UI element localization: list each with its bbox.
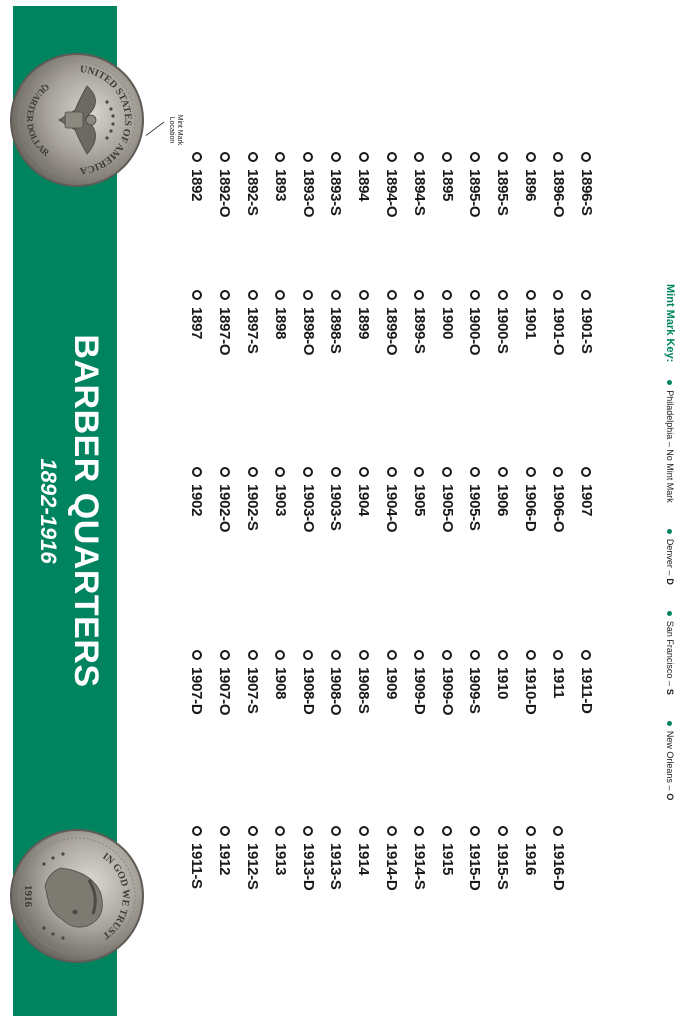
bullet-icon [668,529,673,534]
checklist-entry[interactable] [187,467,207,516]
checkbox-circle[interactable] [553,650,563,660]
checkbox-circle[interactable] [553,467,563,477]
checkbox-circle[interactable] [331,152,341,162]
checkbox-circle[interactable] [581,152,591,162]
checklist-entry-label: 1916 [522,843,540,876]
checklist-entry[interactable] [409,290,429,354]
mint-mark-key [663,284,677,826]
checklist-entry[interactable] [326,467,346,531]
checklist-entry[interactable] [270,467,290,516]
checkbox-circle[interactable] [442,152,452,162]
checklist-entry[interactable] [215,467,235,532]
checklist-entry[interactable] [521,290,541,339]
checkbox-circle[interactable] [470,467,480,477]
checklist-entry[interactable] [270,650,290,699]
checklist-entry-label: 1901 [522,307,540,340]
mint-mark-key-title: Mint Mark Key: [664,284,676,363]
checklist-entry-label: 1896 [522,169,540,202]
checklist-entry[interactable] [354,152,374,201]
checklist-entry[interactable] [548,290,568,355]
checklist-entry-label: 1895-O [466,169,484,218]
bullet-icon [668,380,673,385]
checklist-entry[interactable] [243,290,263,354]
checkbox-circle[interactable] [387,152,397,162]
checklist-entry[interactable] [409,152,429,216]
checklist-entry-label: 1902-O [216,484,234,533]
checklist-entry-label: 1892-O [216,169,234,218]
checklist-entry-label: 1902 [188,484,206,517]
checklist-entry-label: 1913-D [299,843,317,891]
checklist-entry[interactable] [493,650,513,699]
coin-obverse-legend: IN GOD WE TRUST [100,850,132,941]
checklist-entry[interactable] [215,826,235,875]
checklist-entry[interactable] [270,152,290,201]
checklist-entry[interactable] [409,650,429,714]
checklist-entry[interactable] [354,650,374,714]
checklist-entry-label: 1892 [188,169,206,202]
checklist-entry-label: 1916-D [549,843,567,891]
mint-key-san-francisco-label: San Francisco – [665,620,675,686]
checklist-entry[interactable] [548,467,568,532]
checklist-entry[interactable] [576,152,596,216]
coin-reverse-denomination: QUARTER DOLLAR [24,81,52,159]
checklist-entry[interactable] [382,152,402,217]
checkbox-circle[interactable] [526,467,536,477]
checklist-entry[interactable] [548,650,568,698]
checkbox-circle[interactable] [387,467,397,477]
checkbox-circle[interactable] [387,826,397,836]
checklist-entry[interactable] [409,467,429,516]
checkbox-circle[interactable] [303,152,313,162]
checklist-entry[interactable] [465,152,485,217]
date-range: 1892-1916 [36,458,61,564]
checklist-entry[interactable] [187,152,207,201]
checklist-entry-label: 1914 [355,843,373,876]
checkbox-circle[interactable] [359,826,369,836]
checklist-entry-label: 1906 [494,484,512,517]
checklist-entry-label: 1911 [549,667,567,699]
checkbox-circle[interactable] [414,650,424,660]
checklist-entry[interactable] [187,826,207,889]
checklist-entry-label: 1909-D [410,667,428,715]
checkbox-circle[interactable] [387,290,397,300]
page-title: BARBER QUARTERS [67,334,105,688]
checkbox-circle[interactable] [553,152,563,162]
checklist-entry[interactable] [576,290,596,354]
checklist-entry-label: 1904-O [383,484,401,533]
mint-key-denver-label: Denver – [665,538,675,576]
mint-mark-location-label: Mint Mark Location [168,114,183,146]
checklist-entry[interactable] [298,826,318,890]
checklist-entry-label: 1896-S [577,169,595,216]
checkbox-circle[interactable] [498,467,508,477]
checklist-entry-label: 1906-O [549,484,567,533]
checklist-entry-label: 1909 [383,667,401,700]
checklist-entry-label: 1898 [271,307,289,340]
checkbox-circle[interactable] [498,826,508,836]
checklist-entry[interactable] [493,152,513,216]
checklist-entry-label: 1908-S [355,667,373,714]
checklist-entry[interactable] [437,826,457,875]
mint-key-philadelphia [665,380,675,503]
checklist-entry[interactable] [187,290,207,339]
checkbox-circle[interactable] [553,290,563,300]
checklist-entry-label: 1900-S [494,307,512,354]
checkbox-circle[interactable] [275,152,285,162]
checklist-entry-label: 1898-O [299,307,317,356]
checklist-entry-label: 1902-S [244,484,262,531]
checkbox-circle[interactable] [359,290,369,300]
checklist-entry[interactable] [215,650,235,715]
checkbox-circle[interactable] [442,290,452,300]
checkbox-circle[interactable] [387,650,397,660]
checkbox-circle[interactable] [359,152,369,162]
checklist-entry-label: 1907 [577,484,595,517]
checkbox-circle[interactable] [303,826,313,836]
checklist-entry-label: 1906-D [522,484,540,532]
checklist-entry[interactable] [521,650,541,714]
checklist-entry[interactable] [298,152,318,217]
checkbox-circle[interactable] [526,152,536,162]
checkbox-circle[interactable] [553,826,563,836]
checkbox-circle[interactable] [414,290,424,300]
checklist-entry[interactable] [521,152,541,201]
checklist-entry-label: 1913 [271,843,289,876]
checkbox-circle[interactable] [248,290,258,300]
checkbox-circle[interactable] [248,152,258,162]
checklist-entry[interactable] [382,290,402,355]
checklist-entry[interactable] [326,152,346,216]
checklist-entry[interactable] [437,290,457,339]
checkbox-circle[interactable] [248,467,258,477]
checkbox-circle[interactable] [303,290,313,300]
checklist-entry-label: 1897 [188,307,206,340]
checklist-entry[interactable] [548,826,568,890]
checklist-entry-label: 1893-O [299,169,317,218]
checklist-entry[interactable] [576,650,596,714]
coin-obverse-date: 1916 [22,885,34,907]
checklist-entry-label: 1901-O [549,307,567,356]
checklist-entry[interactable] [243,826,263,890]
checkbox-circle[interactable] [414,467,424,477]
checkbox-circle[interactable] [470,826,480,836]
checklist-entry-label: 1912-S [244,843,262,890]
checkbox-circle[interactable] [192,826,202,836]
checklist-entry[interactable] [437,650,457,715]
checklist-entry[interactable] [298,650,318,714]
checkbox-circle[interactable] [192,650,202,660]
checklist-entry-label: 1895-S [494,169,512,216]
checklist-entry[interactable] [326,650,346,715]
checkbox-circle[interactable] [414,152,424,162]
checkbox-circle[interactable] [359,650,369,660]
checklist-entry-label: 1905 [410,484,428,517]
checklist-entry[interactable] [465,290,485,355]
mint-key-philadelphia-label: Philadelphia – No Mint Mark [665,390,675,503]
checklist-entry[interactable] [215,290,235,355]
checklist-entry[interactable] [243,650,263,714]
checkbox-circle[interactable] [220,467,230,477]
checklist-entry-label: 1900 [438,307,456,340]
checklist-entry[interactable] [326,826,346,890]
coin-obverse-image [9,828,145,964]
checklist-entry-label: 1911-S [188,843,206,889]
checkbox-circle[interactable] [331,650,341,660]
checklist-entry-label: 1909-S [466,667,484,714]
checklist-entry-label: 1899 [355,307,373,340]
checklist-entry[interactable] [382,467,402,532]
checklist-entry[interactable] [243,467,263,531]
checkbox-circle[interactable] [303,650,313,660]
checkbox-circle[interactable] [192,467,202,477]
checklist-entry-label: 1914-D [383,843,401,891]
checklist-entry-label: 1896-O [549,169,567,218]
checklist-entry-label: 1907-S [244,667,262,714]
checklist-entry-label: 1913-S [327,843,345,890]
checklist-entry-label: 1908-O [327,667,345,716]
checklist-entry-label: 1892-S [244,169,262,216]
checkbox-circle[interactable] [442,467,452,477]
checklist-entry[interactable] [437,467,457,532]
checklist-entry-label: 1894-O [383,169,401,218]
checkbox-circle[interactable] [442,650,452,660]
checklist-entry-label: 1894 [355,169,373,202]
checkbox-circle[interactable] [220,826,230,836]
checkbox-circle[interactable] [220,152,230,162]
checkbox-circle[interactable] [331,826,341,836]
checklist-entry[interactable] [465,650,485,714]
checkbox-circle[interactable] [581,290,591,300]
checklist-entry-label: 1895 [438,169,456,202]
checklist-entry-label: 1901-S [577,307,595,354]
checklist-entry-label: 1894-S [410,169,428,216]
checklist-entry[interactable] [354,290,374,339]
checklist-entry-label: 1899-O [383,307,401,356]
checkbox-circle[interactable] [470,650,480,660]
checklist-entry-label: 1908 [271,667,289,700]
checkbox-circle[interactable] [470,290,480,300]
checklist-entry[interactable] [187,650,207,714]
checklist-entry[interactable] [382,826,402,890]
checklist-entry[interactable] [382,650,402,699]
bullet-icon [668,611,673,616]
checkbox-circle[interactable] [498,152,508,162]
mint-key-san-francisco [665,611,675,695]
checkbox-circle[interactable] [470,152,480,162]
checklist-entry-label: 1897-S [244,307,262,354]
mint-key-new-orleans-label: New Orleans – [665,730,675,791]
checklist-entry[interactable] [576,467,596,516]
checklist-entry[interactable] [493,290,513,354]
checklist-entry[interactable] [298,467,318,532]
checklist-entry-label: 1907-O [216,667,234,716]
checklist-entry[interactable] [215,152,235,217]
checklist-entry-label: 1912 [216,843,234,876]
checklist-entry[interactable] [521,826,541,875]
checkbox-circle[interactable] [359,467,369,477]
checkbox-circle[interactable] [192,290,202,300]
checkbox-circle[interactable] [275,650,285,660]
mint-key-denver-code: D [665,578,675,585]
checkbox-circle[interactable] [303,467,313,477]
checklist-entry-label: 1915 [438,843,456,876]
checkbox-circle[interactable] [220,650,230,660]
coin-reverse-image [9,52,145,188]
checklist-entry-label: 1905-O [438,484,456,533]
checklist-entry[interactable] [437,152,457,201]
checklist-entry[interactable] [270,290,290,339]
checkbox-circle[interactable] [581,467,591,477]
coin-reverse-legend: UNITED STATES OF AMERICA [79,64,134,176]
checklist-entry-label: 1911-D [577,667,595,714]
checklist-entry-label: 1904 [355,484,373,517]
mint-key-new-orleans [665,721,675,801]
checkbox-circle[interactable] [248,650,258,660]
checkbox-circle[interactable] [220,290,230,300]
checklist-entry-label: 1914-S [410,843,428,890]
checkbox-circle[interactable] [248,826,258,836]
checkbox-circle[interactable] [275,826,285,836]
checklist-entry-label: 1908-D [299,667,317,715]
checkbox-circle[interactable] [498,290,508,300]
checklist-entry[interactable] [326,290,346,354]
checklist-entry[interactable] [354,467,374,516]
checklist-entry[interactable] [493,467,513,516]
checklist-entry-label: 1915-D [466,843,484,891]
checklist-entry-label: 1899-S [410,307,428,354]
checklist-entry-label: 1898-S [327,307,345,354]
mint-key-new-orleans-code: O [665,793,675,801]
checklist-entry-label: 1909-O [438,667,456,716]
checklist-entry[interactable] [270,826,290,875]
checkbox-circle[interactable] [526,650,536,660]
checklist-entry-label: 1905-S [466,484,484,531]
checklist-entry[interactable] [298,290,318,355]
mint-key-san-francisco-code: S [665,688,675,695]
checklist-entry[interactable] [409,826,429,890]
checklist-entry-label: 1903-O [299,484,317,533]
checklist-entry[interactable] [243,152,263,216]
checklist-entry[interactable] [548,152,568,217]
checkbox-circle[interactable] [275,467,285,477]
bullet-icon [668,721,673,726]
checklist-entry[interactable] [465,826,485,890]
checklist-entry-label: 1900-O [466,307,484,356]
checklist-entry[interactable] [354,826,374,875]
checkbox-circle[interactable] [331,290,341,300]
checklist-entry-label: 1910-D [522,667,540,715]
checklist-entry-label: 1893 [271,169,289,202]
checklist-entry[interactable] [521,467,541,531]
checkbox-circle[interactable] [498,650,508,660]
checkbox-circle[interactable] [275,290,285,300]
checklist-entry-label: 1893-S [327,169,345,216]
checklist-entry[interactable] [465,467,485,531]
checkbox-circle[interactable] [331,467,341,477]
checklist-entry-label: 1903-S [327,484,345,531]
checklist-entry-label: 1915-S [494,843,512,890]
mint-key-denver [665,529,675,585]
checkbox-circle[interactable] [526,826,536,836]
checkbox-circle[interactable] [192,152,202,162]
checkbox-circle[interactable] [581,650,591,660]
checklist-entry-label: 1903 [271,484,289,517]
checklist-entry[interactable] [493,826,513,890]
checkbox-circle[interactable] [442,826,452,836]
checkbox-circle[interactable] [526,290,536,300]
checklist-entry-label: 1907-D [188,667,206,715]
checklist-entry-label: 1910 [494,667,512,700]
checkbox-circle[interactable] [414,826,424,836]
checklist-entry-label: 1897-O [216,307,234,356]
